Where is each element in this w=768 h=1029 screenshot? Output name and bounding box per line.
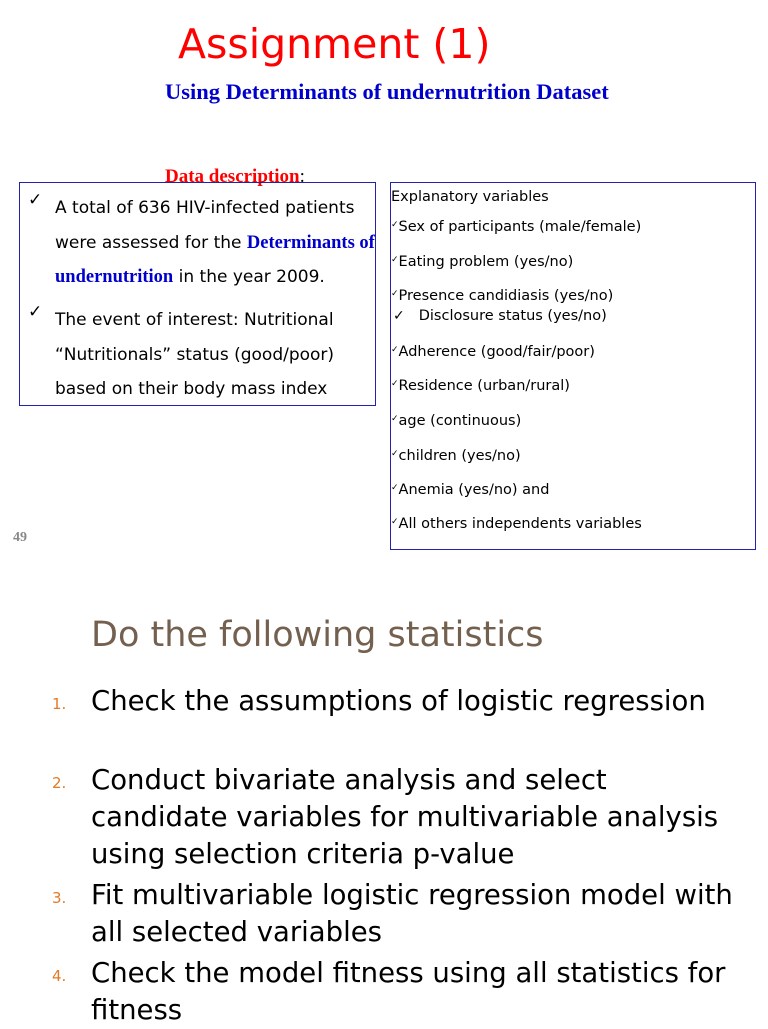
variable-label: Anemia (yes/no) and	[398, 482, 550, 498]
variable-label: Residence (urban/rural)	[398, 378, 570, 394]
variable-label: Disclosure status (yes/no)	[418, 308, 607, 324]
dataset-subtitle: Using Determinants of undernutrition Dataset	[165, 79, 609, 104]
description-suffix: in the year 2009.	[173, 267, 325, 287]
slide-title: Assignment (1)	[178, 20, 491, 68]
variable-label: Adherence (good/fair/poor)	[398, 344, 595, 360]
page-number: 49	[13, 530, 27, 545]
variable-item	[391, 448, 521, 464]
variable-item	[391, 413, 521, 429]
section-title: Do the following statistics	[91, 615, 544, 655]
task-number: 1.	[52, 695, 67, 713]
variable-item	[391, 482, 549, 498]
data-description-colon: :	[299, 166, 305, 187]
description-prefix: A total of 636 HIV-infected patients were assessed for the	[55, 198, 355, 253]
checkmark-icon: ✓	[391, 220, 399, 230]
variable-label: age (continuous)	[398, 413, 522, 429]
checkmark-icon: ✓	[28, 190, 43, 210]
task-number: 2.	[52, 774, 67, 792]
variable-item	[391, 288, 613, 304]
checkmark-icon: ✓	[391, 483, 399, 493]
data-description-label: Data description	[165, 166, 300, 187]
checkmark-icon: ✓	[393, 308, 405, 324]
variable-item	[391, 219, 641, 235]
description-item-text: The event of interest: Nutritional “Nutritionals” status (good/poor) based on their body mass index	[55, 310, 335, 399]
variable-label: Presence candidiasis (yes/no)	[398, 288, 614, 304]
checkmark-icon: ✓	[391, 449, 399, 459]
checkmark-icon: ✓	[391, 255, 399, 265]
variable-item	[391, 308, 607, 324]
explanatory-variables-box	[390, 182, 756, 550]
checkmark-icon: ✓	[391, 345, 399, 355]
variable-label: All others independents variables	[398, 516, 642, 532]
description-item-text	[55, 191, 385, 295]
task-text: Fit multivariable logistic regression model with all selected variables	[91, 879, 733, 948]
checkmark-icon: ✓	[391, 379, 399, 389]
description-highlight: Determinants of undernutrition	[55, 232, 375, 287]
variable-item	[391, 378, 570, 394]
task-text: Check the model fitness using all statistics for fitness	[91, 957, 726, 1026]
variable-label: Sex of participants (male/female)	[398, 219, 642, 235]
checkmark-icon: ✓	[391, 289, 399, 299]
variable-label: Eating problem (yes/no)	[398, 254, 574, 270]
task-text: Conduct bivariate analysis and select candidate variables for multivariable analysis using selection criteria p-value	[91, 764, 719, 870]
task-number: 3.	[52, 889, 67, 907]
checkmark-icon: ✓	[391, 414, 399, 424]
task-number: 4.	[52, 967, 67, 985]
explanatory-variables-heading: Explanatory variables	[391, 189, 549, 205]
checkmark-icon: ✓	[28, 302, 43, 322]
variable-item	[391, 516, 642, 532]
task-text: Check the assumptions of logistic regression	[91, 685, 706, 717]
variable-item	[391, 344, 595, 360]
variable-item	[391, 254, 573, 270]
data-description-box	[19, 182, 376, 406]
variable-label: children (yes/no)	[398, 448, 521, 464]
checkmark-icon: ✓	[391, 517, 399, 527]
